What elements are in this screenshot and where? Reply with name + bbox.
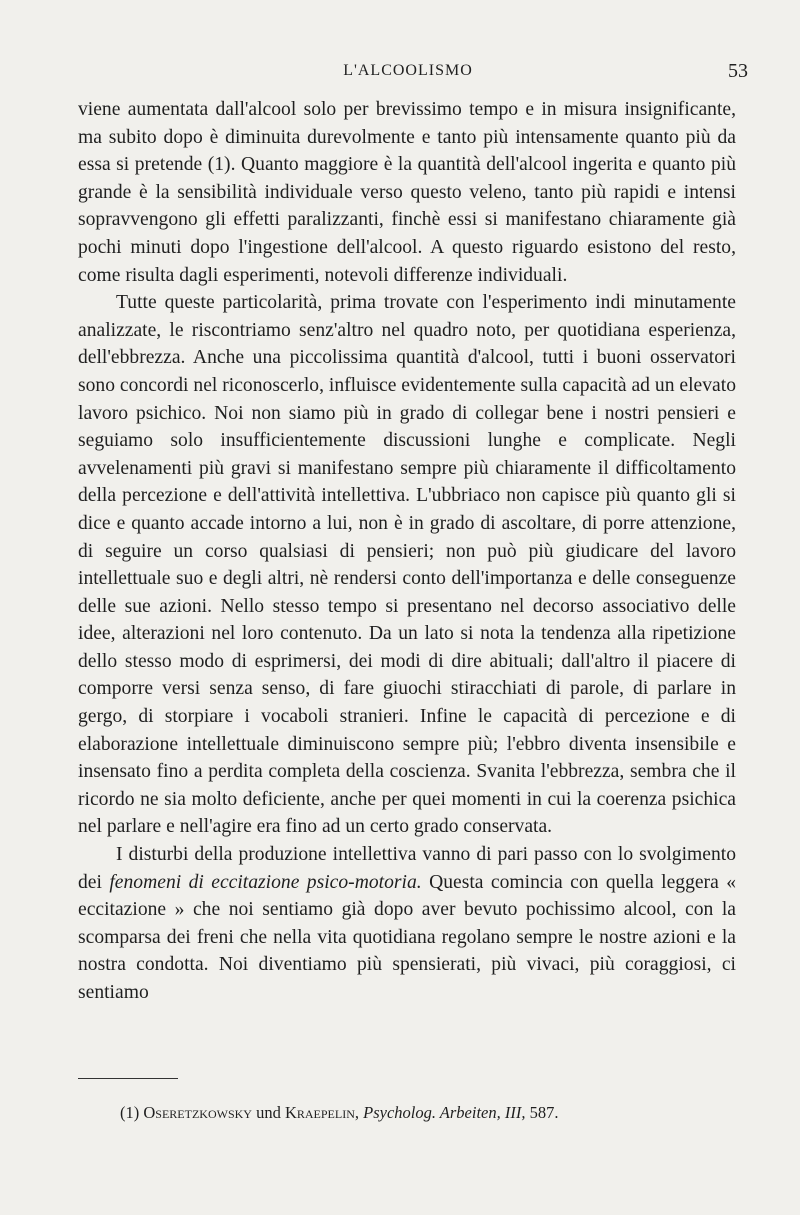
paragraph-3-end: Questa comincia con quella leggera « eccitazione » che noi sentiamo già dopo aver bevuto pochissimo alcool, con la scomparsa dei freni che nella vita quotidiana regolano sempre le nostre azioni e la nostra condotta. Noi diventiamo più spensierati, più vivaci, più coraggiosi, ci sentiamo [78,871,736,1003]
paragraph-2: Tutte queste particolarità, prima trovate con l'esperimento indi minutamente analizzate, le riscontriamo senz'altro nel quadro noto, per quotidiana esperienza, dell'ebbrezza. Anche una piccolissima quantità d'alcool, tutti i buoni osservatori sono concordi nel riconoscerlo, influisce evidentemente sulla capacità ad un elevato lavoro psichico. Noi non siamo più in grado di collegar bene i nostri pensieri e seguiamo solo insufficientemente discussioni lunghe e complicate. Negli avvelenamenti più gravi si manifestano sempre più chiaramente il difficoltamento della percezione e dell'attività intellettiva. L'ubbriaco non capisce più quanto gli si dice e quanto accade intorno a lui, non è in grado di ascoltare, di porre attenzione, di seguire un corso qualsiasi di pensieri; non può più giudicare del lavoro intellettuale suo e degli altri, nè rendersi conto dell'importanza e delle conseguenze delle sue azioni. Nello stesso tempo si presentano nel decorso associativo delle idee, alterazioni nel loro contenuto. Da un lato si nota la tendenza alla ripetizione dello stesso modo di esprimersi, dei modi di dire abituali; dall'altro il piacere di comporre versi senza senso, di fare giuochi stiracchiati di parole, di parlare in gergo, di storpiare i vocaboli stranieri. Infine le capacità di percezione e di elaborazione intellettuale diminuiscono sempre più; l'ebbro diventa insensibile e insensato fino a perdita completa della coscienza. Svanita l'ebbrezza, sembra che il ricordo ne sia molto deficiente, anche per quei momenti in cui la coerenza psichica nel parlare e nell'agire era fino ad un certo grado conservata. [78,292,736,838]
paragraph-3-italic: fenomeni di eccitazione psico-motoria. [109,871,422,893]
page-header [78,58,748,86]
footnote-marker: (1) [120,1103,140,1122]
paragraph-1: viene aumentata dall'alcool solo per brevissimo tempo e in misura insignificante, ma subito dopo è diminuita durevolmente e tanto più intensamente quanto più da essa si pretende (1). Quanto maggiore è la quantità dell'alcool ingerita e quanto più grande è la sensibilità individuale verso questo veleno, tanto più rapidi e intensi sopravvengono gli effetti paralizzanti, finchè essi si manifestano chiaramente già pochi minuti dopo l'ingestione dell'alcool. A questo riguardo esistono del resto, come risulta dagli esperimenti, notevoli differenze individuali. [78,99,736,286]
footnote-author-1: Oseretzkowsky [143,1103,252,1122]
page-number: 53 [728,60,748,82]
paragraph-3 [78,841,736,1007]
footnote-conjunction: und [256,1103,281,1122]
footnote-journal: Psycholog. Arbeiten, III, [363,1103,526,1122]
footnote-rule [78,1078,178,1079]
footnote-pages: 587. [529,1103,559,1122]
paragraph-3-start: I disturbi della produzione intellettiva vanno di pari passo con lo svolgimento dei [78,844,736,893]
running-title: L'ALCOOLISMO [343,62,473,79]
footnote-author-2: Kraepelin, [284,1103,359,1122]
body-text [78,96,736,1007]
footnote [120,1102,740,1124]
